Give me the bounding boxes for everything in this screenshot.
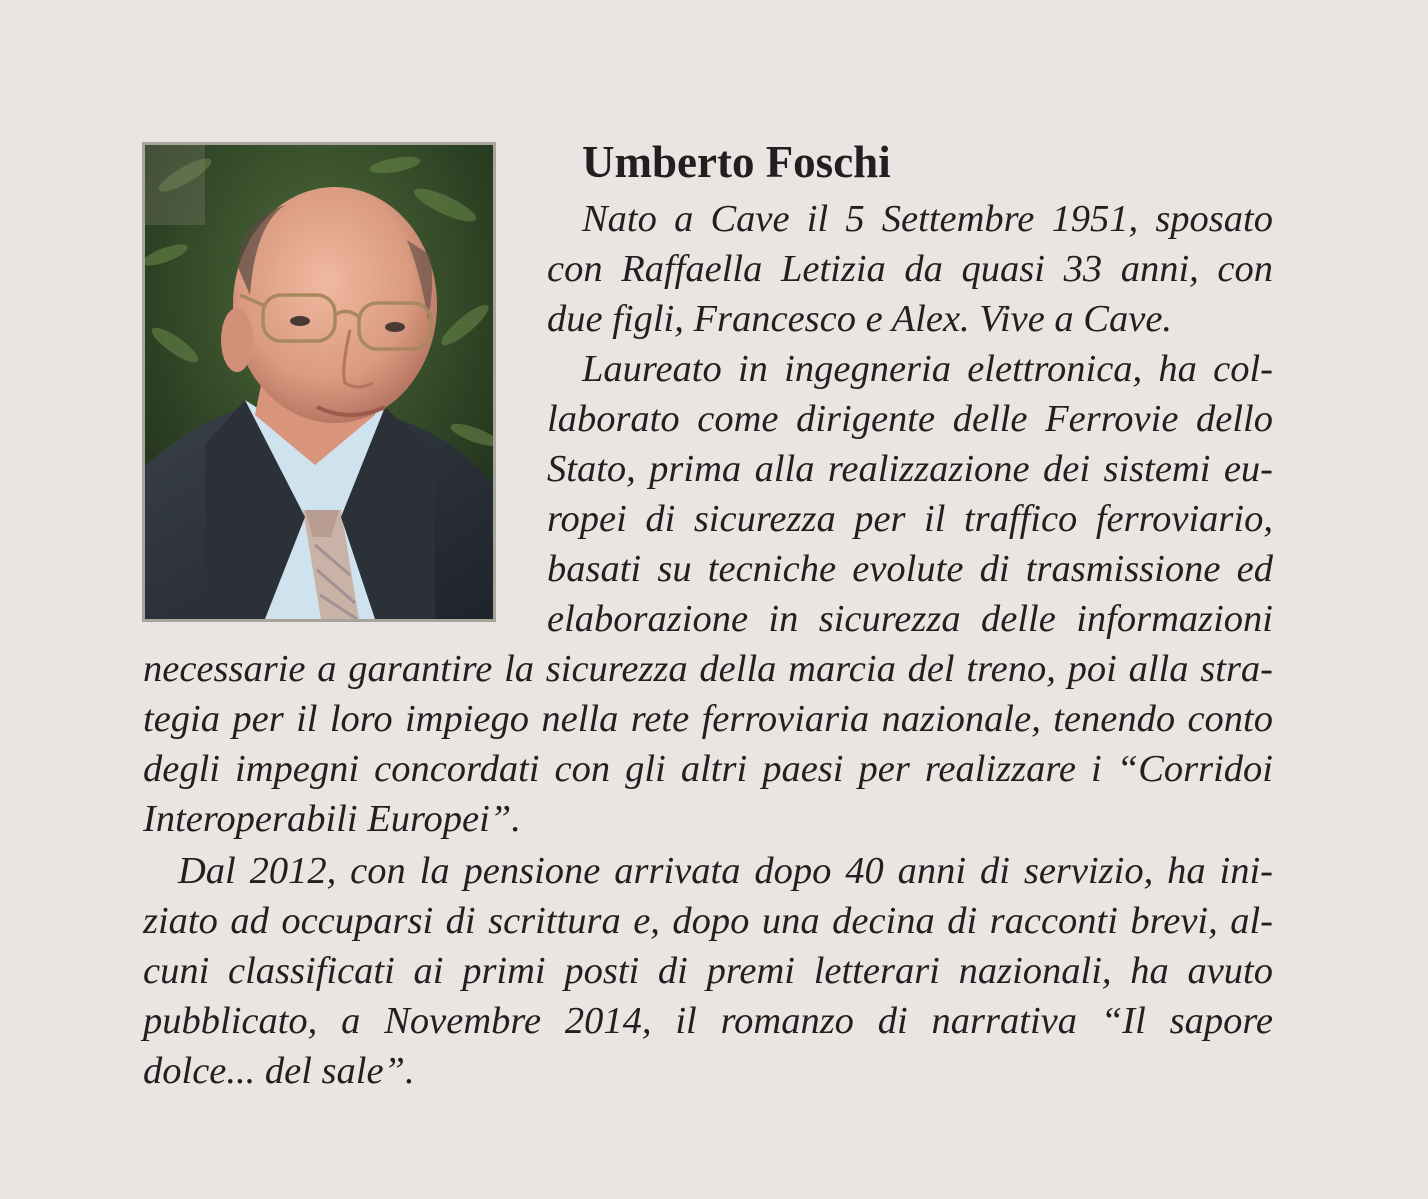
author-name: Umberto Foschi — [582, 137, 891, 187]
portrait-photo-icon — [145, 145, 493, 619]
bio-line: con Raffaella Letizia da quasi 33 anni, con — [547, 248, 1273, 290]
bio-line: laborato come dirigente delle Ferrovie dello — [547, 398, 1273, 440]
bio-line: pubblicato, a Novembre 2014, il romanzo di narrativa “Il sapore — [143, 1000, 1273, 1042]
bio-line: Interoperabili Europei”. — [143, 798, 521, 840]
bio-line: basati su tecniche evolute di trasmissione ed — [547, 548, 1273, 590]
bio-line: ziato ad occuparsi di scrittura e, dopo una decina di racconti brevi, al- — [143, 900, 1273, 942]
bio-line: tegia per il loro impiego nella rete ferroviaria nazionale, tenendo conto — [143, 698, 1273, 740]
bio-line: dolce... del sale”. — [143, 1050, 415, 1092]
bio-line: Stato, prima alla realizzazione dei sistemi eu- — [547, 448, 1273, 490]
bio-line: ropei di sicurezza per il traffico ferroviario, — [547, 498, 1273, 540]
bio-line: Nato a Cave il 5 Settembre 1951, sposato — [582, 198, 1273, 240]
author-portrait — [142, 142, 496, 622]
bio-line: cuni classificati ai primi posti di premi letterari nazionali, ha avuto — [143, 950, 1273, 992]
bio-line: elaborazione in sicurezza delle informazioni — [547, 598, 1273, 640]
bio-line: Laureato in ingegneria elettronica, ha col- — [582, 348, 1273, 390]
bio-line: due figli, Francesco e Alex. Vive a Cave. — [547, 298, 1173, 340]
bio-line: degli impegni concordati con gli altri paesi per realizzare i “Corridoi — [143, 748, 1273, 790]
bio-line: Dal 2012, con la pensione arrivata dopo 40 anni di servizio, ha ini- — [178, 850, 1273, 892]
bio-line: necessarie a garantire la sicurezza della marcia del treno, poi alla stra- — [143, 648, 1273, 690]
